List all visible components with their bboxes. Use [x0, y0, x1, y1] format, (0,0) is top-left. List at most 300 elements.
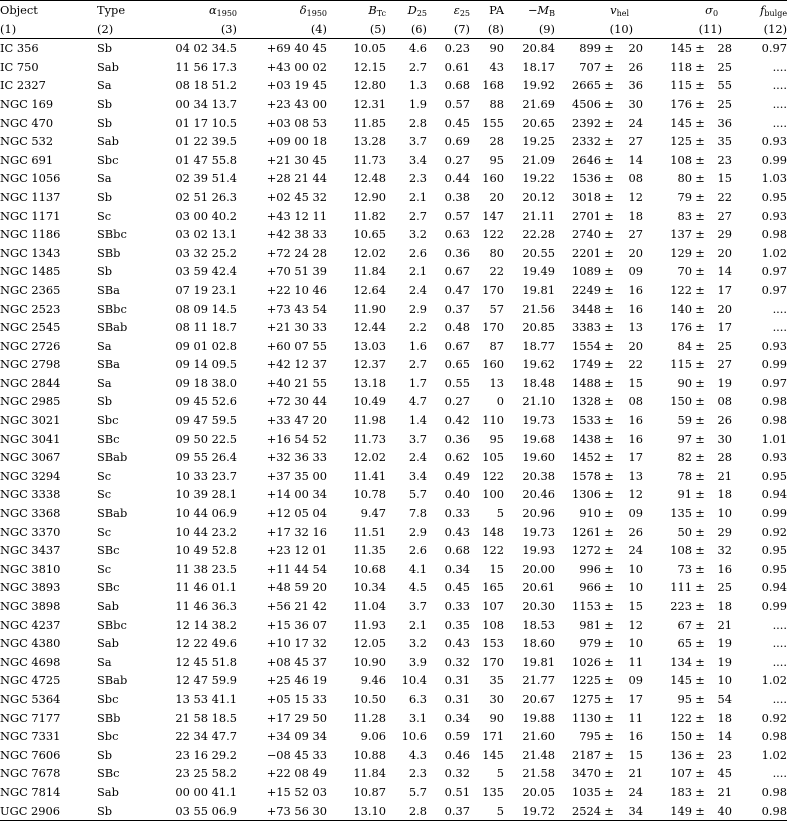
cell-sigma-pm: ±	[695, 208, 705, 223]
cell-vhel-pm: ±	[604, 301, 614, 316]
cell-type: Sab	[97, 599, 119, 613]
cell-sigma-pm: ±	[695, 78, 705, 93]
cell-type: Sa	[97, 654, 112, 669]
table-row	[0, 671, 787, 690]
table-row	[0, 653, 787, 672]
cell-sigma: 115	[670, 78, 693, 93]
cell-mb: 19.25	[522, 134, 555, 149]
cell-object: NGC 2545	[0, 320, 61, 335]
cell-vhel: 1536	[572, 171, 601, 186]
cell-vhel: 1554	[572, 338, 601, 353]
cell-type: SBa	[97, 357, 120, 372]
cell-d25: 2.8	[408, 115, 427, 130]
table-row	[0, 114, 787, 133]
cell-object: NGC 7177	[0, 710, 61, 725]
header-alpha-symbol: α	[208, 3, 217, 17]
header-sigma	[643, 1, 732, 20]
cell-eps: 0.47	[444, 282, 470, 297]
cell-pa: 30	[489, 691, 504, 706]
cell-eps: 0.69	[444, 134, 470, 149]
cell-vhel: 1130	[572, 710, 601, 725]
cell-object: NGC 470	[0, 115, 54, 130]
cell-sigma-pm: ±	[695, 654, 705, 669]
cell-d25: 3.4	[408, 152, 427, 167]
cell-vhel-err: 11	[628, 710, 644, 725]
cell-vhel-err: 15	[628, 375, 644, 390]
cell-vhel-pm: ±	[604, 394, 614, 409]
cell-delta: +23 12 01	[266, 543, 327, 558]
cell-delta: +21 30 33	[266, 320, 327, 335]
cell-vhel-pm: ±	[601, 802, 617, 821]
cell-object: NGC 7678	[0, 766, 61, 781]
cell-mb: 21.56	[522, 301, 555, 316]
cell-mb: 19.81	[522, 654, 555, 669]
cell-sigma: 129	[670, 245, 693, 260]
cell-sigma-err: 18	[717, 710, 733, 725]
cell-pa: 160	[482, 357, 504, 372]
cell-btc: 10.49	[353, 394, 386, 409]
cell-eps: 0.37	[427, 802, 470, 821]
table-row	[0, 392, 787, 411]
cell-sigma-pm: ±	[695, 59, 705, 74]
cell-vhel: 2740	[572, 227, 601, 242]
cell-vhel-err: 30	[628, 96, 644, 111]
cell-d25: 2.9	[408, 524, 427, 539]
cell-sigma: 145	[670, 41, 693, 56]
cell-sigma-pm: ±	[695, 468, 705, 483]
cell-type: SBab	[97, 506, 128, 521]
colnum-1: (1)	[0, 20, 97, 39]
cell-eps: 0.34	[444, 710, 470, 725]
cell-fbulge: 1.03	[761, 171, 787, 186]
cell-vhel-err: 10	[628, 636, 644, 651]
table-row	[0, 318, 787, 337]
cell-pa: 148	[482, 524, 504, 539]
colnum-4: (4)	[237, 20, 327, 39]
cell-pa: 170	[482, 320, 504, 335]
cell-mb: 19.88	[522, 710, 555, 725]
cell-delta: +22 10 46	[266, 282, 327, 297]
cell-d25: 1.7	[408, 375, 427, 390]
cell-object: NGC 1485	[0, 264, 61, 279]
cell-eps: 0.35	[444, 617, 470, 632]
cell-btc: 11.82	[353, 208, 386, 223]
cell-vhel-err: 11	[628, 654, 644, 669]
cell-mb: 18.17	[522, 59, 555, 74]
table-row	[0, 467, 787, 486]
cell-sigma-err: 08	[717, 394, 733, 409]
cell-object: NGC 3437	[0, 543, 61, 558]
cell-sigma-err: 26	[717, 413, 733, 428]
cell-eps: 0.36	[444, 431, 470, 446]
cell-sigma-err: 21	[717, 617, 733, 632]
cell-alpha: 09 55 26.4	[175, 450, 237, 465]
cell-fbulge: 0.94	[761, 580, 787, 595]
cell-type: Sa	[97, 338, 112, 353]
cell-vhel: 966	[579, 580, 601, 595]
cell-sigma-err: 29	[717, 227, 733, 242]
cell-fbulge: ....	[772, 115, 787, 130]
cell-eps: 0.45	[444, 580, 470, 595]
cell-mb: 20.67	[522, 691, 555, 706]
cell-alpha: 10 44 23.2	[175, 524, 237, 539]
cell-mb: 20.30	[522, 599, 555, 613]
cell-vhel-pm: ±	[604, 338, 614, 353]
cell-fbulge: 0.95	[761, 189, 787, 204]
table-row	[0, 523, 787, 542]
cell-eps: 0.51	[444, 784, 470, 799]
cell-btc: 10.87	[353, 784, 386, 799]
cell-btc: 12.37	[353, 357, 386, 372]
cell-sigma-pm: ±	[695, 561, 705, 576]
cell-alpha: 03 59 42.4	[175, 264, 237, 279]
header-delta	[237, 1, 327, 20]
cell-type: SBbc	[97, 617, 127, 632]
colnum-11-text: (11)	[698, 21, 723, 36]
header-btc-sub: Tc	[376, 9, 386, 18]
cell-sigma: 125	[670, 134, 693, 149]
cell-type: Sbc	[97, 691, 119, 706]
cell-eps: 0.43	[444, 524, 470, 539]
cell-vhel: 3470	[572, 766, 601, 781]
cell-pa: 145	[482, 747, 504, 762]
cell-delta: +10 17 32	[266, 636, 327, 651]
cell-eps: 0.34	[444, 561, 470, 576]
cell-sigma: 67	[677, 617, 693, 632]
cell-sigma-err: 54	[717, 691, 733, 706]
cell-fbulge: 0.99	[761, 599, 787, 613]
cell-vhel-err: 08	[628, 171, 644, 186]
cell-sigma: 176	[670, 96, 693, 111]
cell-pa: 35	[489, 673, 504, 688]
cell-vhel: 2187	[572, 747, 601, 762]
cell-d25: 3.4	[408, 468, 427, 483]
cell-vhel-err: 20	[628, 338, 644, 353]
cell-sigma-err: 23	[717, 152, 733, 167]
cell-mb: 18.77	[522, 338, 555, 353]
cell-delta: +69 40 45	[266, 41, 327, 56]
cell-sigma: 80	[677, 171, 693, 186]
table-row	[0, 597, 787, 616]
cell-object: NGC 3893	[0, 580, 61, 595]
cell-eps: 0.62	[444, 450, 470, 465]
cell-fbulge: 0.97	[761, 264, 787, 279]
cell-object: NGC 7814	[0, 784, 61, 799]
cell-mb: 20.85	[522, 320, 555, 335]
cell-sigma-err: 18	[717, 599, 733, 613]
cell-mb: 20.12	[522, 189, 555, 204]
cell-vhel-pm: ±	[604, 524, 614, 539]
cell-pa: 110	[482, 413, 504, 428]
cell-vhel-pm: ±	[604, 171, 614, 186]
cell-sigma-err: 45	[717, 766, 733, 781]
cell-alpha: 08 09 14.5	[175, 301, 237, 316]
cell-sigma-err: 25	[717, 580, 733, 595]
cell-type: SBab	[97, 450, 128, 465]
cell-mb: 20.05	[522, 784, 555, 799]
cell-btc: 9.06	[360, 729, 386, 744]
cell-btc: 11.73	[353, 431, 386, 446]
cell-vhel: 1578	[572, 468, 601, 483]
cell-type: SBbc	[97, 227, 127, 242]
cell-vhel-pm: ±	[604, 59, 614, 74]
table-row	[0, 802, 787, 821]
table-row	[0, 76, 787, 95]
cell-vhel-err: 16	[628, 431, 644, 446]
cell-object: NGC 3067	[0, 450, 61, 465]
cell-object: NGC 1056	[0, 171, 61, 186]
cell-eps: 0.61	[444, 59, 470, 74]
cell-pa: 170	[482, 282, 504, 297]
cell-sigma-err: 40	[708, 802, 732, 821]
cell-eps: 0.23	[444, 41, 470, 56]
cell-btc: 11.85	[353, 115, 386, 130]
cell-vhel: 2249	[572, 282, 601, 297]
cell-eps: 0.46	[444, 747, 470, 762]
header-eps-sub: 25	[459, 9, 470, 18]
cell-sigma-err: 20	[717, 245, 733, 260]
cell-fbulge: 0.98	[761, 413, 787, 428]
cell-alpha: 03 00 40.2	[175, 208, 237, 223]
cell-vhel-pm: ±	[604, 134, 614, 149]
cell-pa: 28	[489, 134, 504, 149]
cell-fbulge: 1.02	[761, 747, 787, 762]
cell-vhel-pm: ±	[604, 431, 614, 446]
cell-btc: 10.34	[353, 580, 386, 595]
cell-d25: 2.4	[408, 450, 427, 465]
cell-vhel: 996	[579, 561, 601, 576]
cell-btc: 11.90	[353, 301, 386, 316]
cell-object: NGC 5364	[0, 691, 61, 706]
cell-vhel: 1275	[572, 691, 601, 706]
cell-type: Sb	[97, 802, 157, 821]
cell-mb: 19.62	[522, 357, 555, 372]
cell-alpha: 12 45 51.8	[175, 654, 237, 669]
header-row	[0, 1, 787, 20]
cell-type: Sc	[97, 468, 112, 483]
cell-pa: 20	[489, 189, 504, 204]
cell-sigma: 122	[670, 710, 693, 725]
cell-eps: 0.32	[444, 766, 470, 781]
cell-sigma: 108	[670, 152, 693, 167]
cell-vhel-err: 16	[628, 729, 644, 744]
cell-d25: 3.7	[408, 431, 427, 446]
cell-sigma-pm: ±	[695, 301, 705, 316]
cell-d25: 10.4	[401, 673, 427, 688]
cell-delta: +43 00 02	[266, 59, 327, 74]
cell-sigma-err: 14	[717, 264, 733, 279]
cell-type: Sb	[97, 115, 113, 130]
cell-alpha: 10 39 28.1	[175, 487, 237, 502]
cell-d25: 3.7	[408, 134, 427, 149]
cell-alpha: 23 16 29.2	[175, 747, 237, 762]
cell-alpha: 03 02 13.1	[175, 227, 237, 242]
cell-pa: 160	[482, 171, 504, 186]
cell-d25: 2.1	[408, 617, 427, 632]
cell-object: NGC 7606	[0, 747, 61, 762]
cell-btc: 10.78	[353, 487, 386, 502]
cell-mb: 19.72	[504, 802, 555, 821]
cell-object: NGC 2726	[0, 338, 61, 353]
cell-fbulge: ....	[772, 96, 787, 111]
cell-type: Sbc	[97, 152, 119, 167]
cell-vhel-pm: ±	[604, 599, 614, 613]
cell-fbulge: 0.99	[761, 152, 787, 167]
cell-mb: 19.22	[522, 171, 555, 186]
cell-btc: 12.64	[353, 282, 386, 297]
cell-vhel-err: 27	[628, 134, 644, 149]
cell-alpha: 09 14 09.5	[175, 357, 237, 372]
cell-vhel-pm: ±	[604, 561, 614, 576]
cell-vhel-pm: ±	[604, 654, 614, 669]
cell-vhel: 1306	[572, 487, 601, 502]
cell-sigma-pm: ±	[695, 450, 705, 465]
cell-btc: 10.68	[353, 561, 386, 576]
cell-object: NGC 2798	[0, 357, 61, 372]
cell-sigma-err: 15	[717, 171, 733, 186]
cell-object: NGC 532	[0, 134, 54, 149]
cell-mb: 21.58	[522, 766, 555, 781]
cell-delta: +11 44 54	[266, 561, 327, 576]
cell-delta: +17 32 16	[266, 524, 327, 539]
cell-vhel-pm: ±	[604, 152, 614, 167]
cell-fbulge: 0.95	[761, 561, 787, 576]
cell-d25: 4.1	[408, 561, 427, 576]
cell-fbulge: 0.98	[761, 784, 787, 799]
cell-type: Sab	[97, 134, 119, 149]
cell-sigma: 78	[677, 468, 693, 483]
cell-vhel-pm: ±	[604, 115, 614, 130]
cell-sigma-pm: ±	[695, 264, 705, 279]
cell-type: SBc	[97, 543, 120, 558]
cell-delta: +03 08 53	[266, 115, 327, 130]
cell-object: NGC 2365	[0, 282, 61, 297]
cell-vhel-pm: ±	[604, 96, 614, 111]
cell-pa: 43	[489, 59, 504, 74]
cell-d25: 2.6	[408, 245, 427, 260]
cell-alpha: 03 32 25.2	[175, 245, 237, 260]
table-row	[0, 244, 787, 263]
cell-vhel-err: 27	[628, 227, 644, 242]
cell-sigma: 134	[670, 654, 693, 669]
cell-d25: 2.2	[408, 320, 427, 335]
cell-delta: +60 07 55	[266, 338, 327, 353]
cell-pa: 95	[489, 431, 504, 446]
cell-sigma-pm: ±	[695, 524, 705, 539]
cell-delta: +17 29 50	[266, 710, 327, 725]
cell-d25: 1.4	[408, 413, 427, 428]
cell-sigma: 111	[670, 580, 693, 595]
cell-btc: 11.51	[353, 524, 386, 539]
cell-eps: 0.31	[444, 691, 470, 706]
cell-eps: 0.33	[444, 506, 470, 521]
cell-type: SBb	[97, 710, 121, 725]
cell-pa: 171	[482, 729, 504, 744]
cell-fbulge: 0.93	[761, 450, 787, 465]
cell-vhel-pm: ±	[604, 41, 614, 56]
cell-vhel: 2524	[555, 802, 601, 821]
cell-vhel-pm: ±	[604, 413, 614, 428]
cell-sigma: 83	[677, 208, 693, 223]
cell-fbulge: 0.92	[761, 524, 787, 539]
cell-sigma-pm: ±	[695, 375, 705, 390]
cell-mb: 21.10	[522, 394, 555, 409]
cell-sigma-pm: ±	[695, 357, 705, 372]
cell-delta: +08 45 37	[266, 654, 327, 669]
cell-sigma: 137	[670, 227, 693, 242]
table-row	[0, 262, 787, 281]
cell-object: NGC 4237	[0, 617, 61, 632]
cell-mb: 20.38	[522, 468, 555, 483]
cell-type: Sc	[97, 524, 112, 539]
header-pa: PA	[470, 1, 504, 20]
cell-sigma-err: 19	[717, 636, 733, 651]
cell-pa: 5	[496, 766, 504, 781]
cell-sigma-err: 19	[717, 375, 733, 390]
table-row	[0, 430, 787, 449]
table-row	[0, 764, 787, 783]
cell-alpha: 02 39 51.4	[175, 171, 237, 186]
table-row	[0, 616, 787, 635]
cell-btc: 12.48	[353, 171, 386, 186]
table-row	[0, 504, 787, 523]
cell-eps: 0.38	[444, 189, 470, 204]
header-eps-symbol: ε	[453, 3, 460, 17]
cell-sigma-pm: ±	[695, 413, 705, 428]
cell-pa: 5	[470, 802, 504, 821]
cell-object: NGC 3041	[0, 431, 61, 446]
cell-alpha: 00 34 13.7	[175, 96, 237, 111]
cell-sigma-pm: ±	[695, 431, 705, 446]
cell-pa: 5	[496, 506, 504, 521]
cell-mb: 20.46	[522, 487, 555, 502]
cell-vhel: 3448	[572, 301, 601, 316]
cell-d25: 2.3	[408, 766, 427, 781]
cell-fbulge: 0.95	[761, 468, 787, 483]
cell-sigma: 59	[677, 413, 693, 428]
cell-d25: 2.8	[386, 802, 427, 821]
cell-d25: 3.2	[408, 636, 427, 651]
cell-pa: 80	[489, 245, 504, 260]
header-btc	[327, 1, 386, 20]
cell-mb: 21.77	[522, 673, 555, 688]
cell-vhel: 1328	[572, 394, 601, 409]
cell-alpha: 11 56 17.3	[175, 59, 237, 74]
header-mb-sub: B	[549, 9, 555, 18]
cell-alpha: 11 46 36.3	[175, 599, 237, 613]
cell-sigma-err: 22	[717, 189, 733, 204]
cell-vhel-pm: ±	[604, 784, 614, 799]
cell-vhel-err: 10	[628, 561, 644, 576]
cell-object: NGC 4698	[0, 654, 61, 669]
header-d25-sub: 25	[416, 9, 427, 18]
table-row	[0, 709, 787, 728]
cell-fbulge: ....	[772, 78, 787, 93]
cell-alpha: 10 49 52.8	[175, 543, 237, 558]
cell-type: SBb	[97, 245, 121, 260]
cell-sigma-err: 25	[717, 96, 733, 111]
cell-vhel-err: 10	[628, 580, 644, 595]
cell-sigma: 223	[670, 599, 693, 613]
table-row	[0, 151, 787, 170]
cell-delta: +21 30 45	[266, 152, 327, 167]
cell-pa: 100	[482, 487, 504, 502]
cell-btc: 11.84	[353, 766, 386, 781]
cell-sigma-err: 10	[717, 673, 733, 688]
table-row	[0, 783, 787, 802]
cell-mb: 19.73	[522, 524, 555, 539]
cell-mb: 21.48	[522, 747, 555, 762]
